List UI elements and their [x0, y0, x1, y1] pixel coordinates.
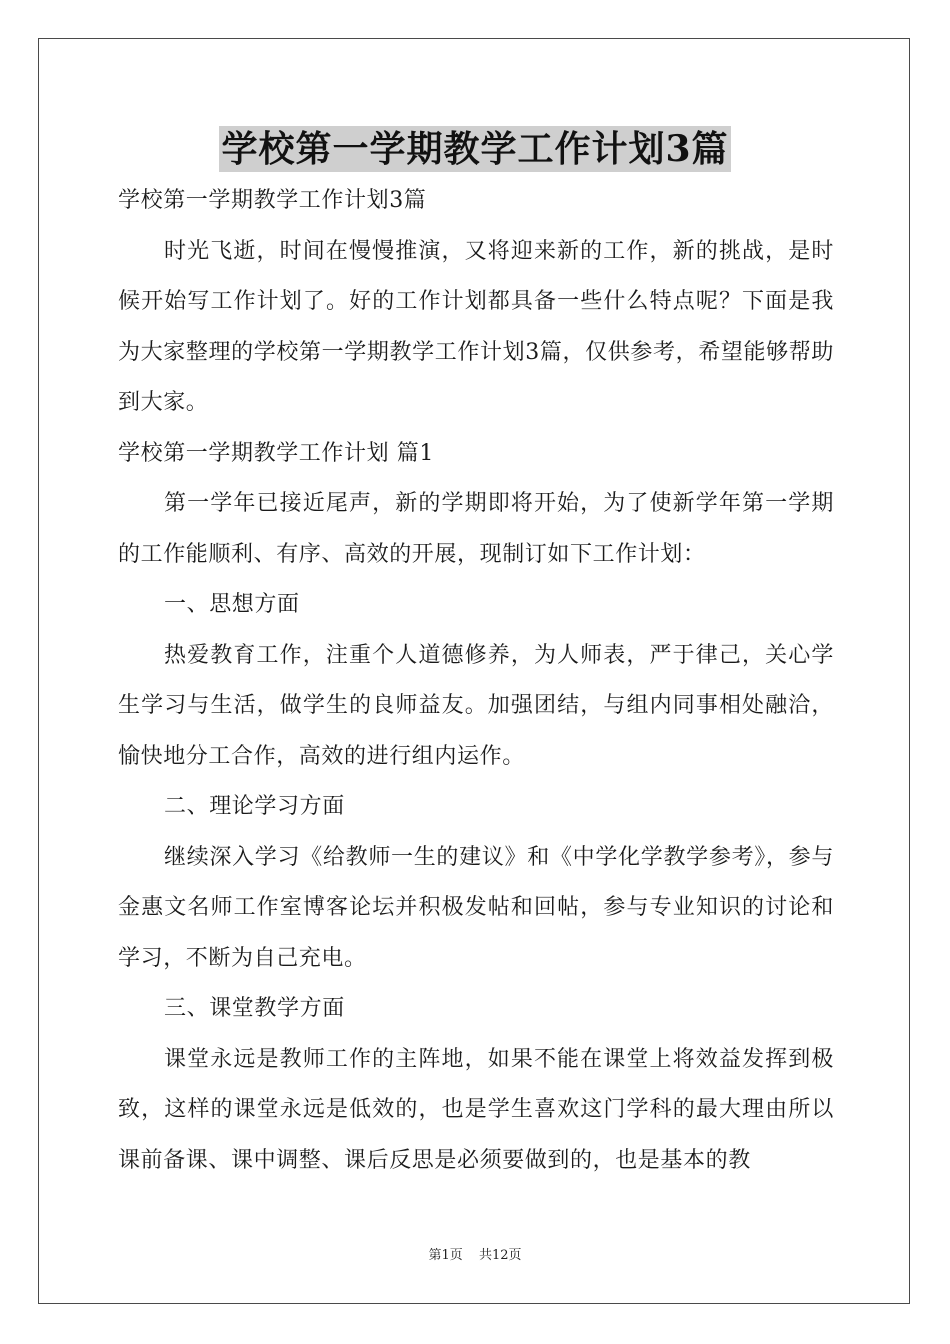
page-footer — [0, 1244, 950, 1263]
paragraph-theory-study: 继续深入学习《给教师一生的建议》和《中学化学教学参考》，参与金惠文名师工作室博客论坛并积极发帖和回帖，参与专业知识的讨论和学习，不断为自己充电。 — [118, 844, 834, 971]
heading-classroom-teaching: 三、课堂教学方面 — [164, 996, 345, 1021]
heading-theory-study: 二、理论学习方面 — [164, 794, 345, 819]
document-body — [118, 176, 834, 1186]
intro-paragraph: 时光飞逝，时间在慢慢推演，又将迎来新的工作，新的挑战，是时候开始写工作计划了。好的工作计划都具备一些什么特点呢？下面是我为大家整理的学校第一学期教学工作计划3篇，仅供参考，希望能够帮助到大家。 — [118, 238, 834, 415]
paragraph-thought: 热爱教育工作，注重个人道德修养，为人师表，严于律己，关心学生学习与生活，做学生的良师益友。加强团结，与组内同事相处融洽，愉快地分工合作，高效的进行组内运作。 — [118, 642, 834, 769]
page-number: 第1页 — [428, 1248, 463, 1263]
document-subtitle: 学校第一学期教学工作计划3篇 — [118, 188, 427, 213]
paragraph-classroom-teaching: 课堂永远是教师工作的主阵地，如果不能在课堂上将效益发挥到极致，这样的课堂永远是低效的，也是学生喜欢这门学科的最大理由所以课前备课、课中调整、课后反思是必须要做到的，也是基本的教 — [118, 1046, 834, 1173]
title-container — [0, 126, 950, 172]
section-title: 学校第一学期教学工作计划 篇1 — [118, 440, 434, 466]
page-total: 共12页 — [478, 1248, 522, 1263]
section-intro-paragraph: 第一学年已接近尾声，新的学期即将开始，为了使新学年第一学期的工作能顺利、有序、高效的开展，现制订如下工作计划： — [118, 491, 834, 567]
heading-thought: 一、思想方面 — [164, 592, 300, 617]
document-title: 学校第一学期教学工作计划3篇 — [221, 128, 729, 170]
